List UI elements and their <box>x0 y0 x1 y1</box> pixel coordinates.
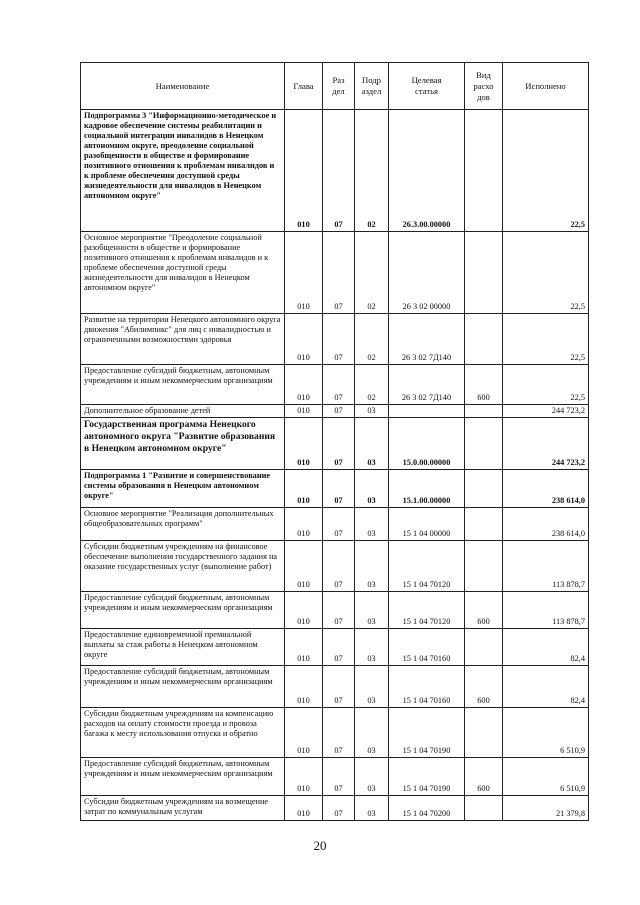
cell-subsection: 02 <box>355 314 389 365</box>
cell-chapter: 010 <box>285 110 323 232</box>
cell-target: 26 3 02 7Д140 <box>389 314 465 365</box>
cell-expense-type <box>465 796 503 821</box>
cell-section: 07 <box>323 541 355 592</box>
cell-expense-type <box>465 629 503 666</box>
cell-section: 07 <box>323 405 355 418</box>
cell-target: 15 1 04 70190 <box>389 708 465 758</box>
cell-target: 15 1 04 70190 <box>389 758 465 796</box>
cell-name: Дополнительное образование детей <box>81 405 285 418</box>
cell-executed: 22,5 <box>503 314 589 365</box>
cell-executed: 244 723,2 <box>503 405 589 418</box>
cell-subsection: 03 <box>355 592 389 629</box>
cell-target: 15 1 04 00000 <box>389 508 465 541</box>
cell-executed: 6 510,9 <box>503 708 589 758</box>
cell-target: 26 3 02 7Д140 <box>389 365 465 405</box>
cell-chapter: 010 <box>285 541 323 592</box>
cell-name: Предоставление субсидий бюджетным, автономным учреждениям и иным некоммерческим организациям <box>81 592 285 629</box>
cell-section: 07 <box>323 508 355 541</box>
cell-section: 07 <box>323 314 355 365</box>
table-row <box>81 758 589 796</box>
table-row <box>81 796 589 821</box>
cell-name: Подпрограмма 3 "Информационно-методическое и кадровое обеспечение системы реабилитации и социальной интеграции инвалидов в Ненецком автономном округе, преодоление социальной разобщенности в обществе и формирование позитивного отношения к проблемам инвалидов и к проблеме обеспечения доступной среды жизнедеятельности для инвалидов в Ненецком автономном округе" <box>81 110 285 232</box>
cell-expense-type: 600 <box>465 666 503 708</box>
cell-target <box>389 405 465 418</box>
cell-subsection: 02 <box>355 110 389 232</box>
cell-executed: 244 723,2 <box>503 418 589 470</box>
cell-section: 07 <box>323 365 355 405</box>
header-subsection: Подр аздел <box>355 63 389 110</box>
cell-expense-type <box>465 405 503 418</box>
cell-chapter: 010 <box>285 758 323 796</box>
cell-name: Государственная программа Ненецкого автономного округа "Развитие образования в Ненецком автономном округе" <box>81 418 285 470</box>
cell-subsection: 03 <box>355 629 389 666</box>
table-row <box>81 508 589 541</box>
cell-executed: 21 379,8 <box>503 796 589 821</box>
cell-section: 07 <box>323 666 355 708</box>
cell-target: 15.1.00.00000 <box>389 470 465 508</box>
cell-section: 07 <box>323 758 355 796</box>
cell-name: Развитие на территории Ненецкого автономного округа движения "Абилимпикс" для лиц с инвалидностью и ограниченными возможностями здоровья <box>81 314 285 365</box>
cell-expense-type <box>465 232 503 314</box>
cell-expense-type <box>465 541 503 592</box>
cell-section: 07 <box>323 232 355 314</box>
table-row <box>81 541 589 592</box>
cell-chapter: 010 <box>285 365 323 405</box>
cell-subsection: 03 <box>355 405 389 418</box>
cell-subsection: 03 <box>355 708 389 758</box>
table-row <box>81 470 589 508</box>
cell-target: 15 1 04 70160 <box>389 666 465 708</box>
cell-name: Субсидии бюджетным учреждениям на финансовое обеспечение выполнения государственного задания на оказание государственных услуг (выполнение работ) <box>81 541 285 592</box>
cell-chapter: 010 <box>285 232 323 314</box>
budget-table <box>80 62 589 821</box>
cell-name: Основное мероприятие "Реализация дополнительных общеобразовательных программ" <box>81 508 285 541</box>
cell-expense-type: 600 <box>465 365 503 405</box>
cell-section: 07 <box>323 796 355 821</box>
table-row <box>81 314 589 365</box>
cell-chapter: 010 <box>285 314 323 365</box>
table-row <box>81 666 589 708</box>
table-row <box>81 418 589 470</box>
cell-subsection: 03 <box>355 508 389 541</box>
cell-subsection: 03 <box>355 758 389 796</box>
cell-name: Основное мероприятие "Преодоление социальной разобщенности в обществе и формирование позитивного отношения к проблемам инвалидов и к проблеме обеспечения доступной среды жизнедеятельности для инвалидов в Ненецком автономном округе" <box>81 232 285 314</box>
cell-expense-type <box>465 708 503 758</box>
header-section: Раз дел <box>323 63 355 110</box>
cell-expense-type <box>465 470 503 508</box>
cell-section: 07 <box>323 110 355 232</box>
cell-subsection: 03 <box>355 666 389 708</box>
cell-subsection: 03 <box>355 418 389 470</box>
table-row <box>81 592 589 629</box>
table-body <box>81 110 589 821</box>
cell-name: Предоставление субсидий бюджетным, автономным учреждениям и иным некоммерческим организациям <box>81 758 285 796</box>
cell-chapter: 010 <box>285 418 323 470</box>
cell-executed: 238 614,0 <box>503 508 589 541</box>
cell-chapter: 010 <box>285 796 323 821</box>
cell-executed: 22,5 <box>503 365 589 405</box>
cell-chapter: 010 <box>285 405 323 418</box>
cell-name: Субсидии бюджетным учреждениям на возмещение затрат по коммунальным услугам <box>81 796 285 821</box>
header-target: Целевая статья <box>389 63 465 110</box>
table-header-row <box>81 63 589 110</box>
cell-section: 07 <box>323 629 355 666</box>
cell-name: Предоставление единовременной премиальной выплаты за стаж работы в Ненецком автономном округе <box>81 629 285 666</box>
cell-executed: 22,5 <box>503 232 589 314</box>
page-number: 20 <box>313 838 327 853</box>
table-row <box>81 629 589 666</box>
cell-name: Подпрограмма 1 "Развитие и совершенствование системы образования в Ненецком автономном округе" <box>81 470 285 508</box>
cell-section: 07 <box>323 470 355 508</box>
cell-target: 15 1 04 70160 <box>389 629 465 666</box>
cell-executed: 6 510,9 <box>503 758 589 796</box>
cell-subsection: 03 <box>355 796 389 821</box>
cell-expense-type <box>465 418 503 470</box>
cell-subsection: 03 <box>355 541 389 592</box>
table-row <box>81 110 589 232</box>
cell-chapter: 010 <box>285 708 323 758</box>
cell-expense-type <box>465 508 503 541</box>
cell-target: 15 1 04 70120 <box>389 541 465 592</box>
table-row <box>81 708 589 758</box>
cell-expense-type: 600 <box>465 592 503 629</box>
cell-chapter: 010 <box>285 592 323 629</box>
header-executed: Исполнено <box>503 63 589 110</box>
cell-executed: 82,4 <box>503 666 589 708</box>
cell-subsection: 03 <box>355 470 389 508</box>
cell-target: 15 1 04 70200 <box>389 796 465 821</box>
cell-section: 07 <box>323 708 355 758</box>
cell-chapter: 010 <box>285 666 323 708</box>
cell-executed: 113 878,7 <box>503 541 589 592</box>
cell-name: Предоставление субсидий бюджетным, автономным учреждениям и иным некоммерческим организациям <box>81 666 285 708</box>
cell-chapter: 010 <box>285 508 323 541</box>
cell-executed: 113 878,7 <box>503 592 589 629</box>
cell-executed: 238 614,0 <box>503 470 589 508</box>
cell-target: 26 3 02 00000 <box>389 232 465 314</box>
header-chapter: Глава <box>285 63 323 110</box>
cell-chapter: 010 <box>285 629 323 666</box>
cell-expense-type <box>465 314 503 365</box>
cell-expense-type: 600 <box>465 758 503 796</box>
cell-name: Предоставление субсидий бюджетным, автономным учреждениям и иным некоммерческим организациям <box>81 365 285 405</box>
cell-executed: 22,5 <box>503 110 589 232</box>
header-expense-type: Вид расхо дов <box>465 63 503 110</box>
header-name: Наименование <box>81 63 285 110</box>
table-row <box>81 232 589 314</box>
cell-expense-type <box>465 110 503 232</box>
cell-section: 07 <box>323 592 355 629</box>
cell-subsection: 02 <box>355 365 389 405</box>
cell-target: 15.0.00.00000 <box>389 418 465 470</box>
cell-subsection: 02 <box>355 232 389 314</box>
cell-chapter: 010 <box>285 470 323 508</box>
cell-section: 07 <box>323 418 355 470</box>
cell-target: 26.3.00.00000 <box>389 110 465 232</box>
cell-target: 15 1 04 70120 <box>389 592 465 629</box>
table-row <box>81 365 589 405</box>
table-row <box>81 405 589 418</box>
cell-name: Субсидии бюджетным учреждениям на компенсацию расходов на оплату стоимости проезда и провоза багажа к месту использования отпуска и обратно <box>81 708 285 758</box>
cell-executed: 82,4 <box>503 629 589 666</box>
